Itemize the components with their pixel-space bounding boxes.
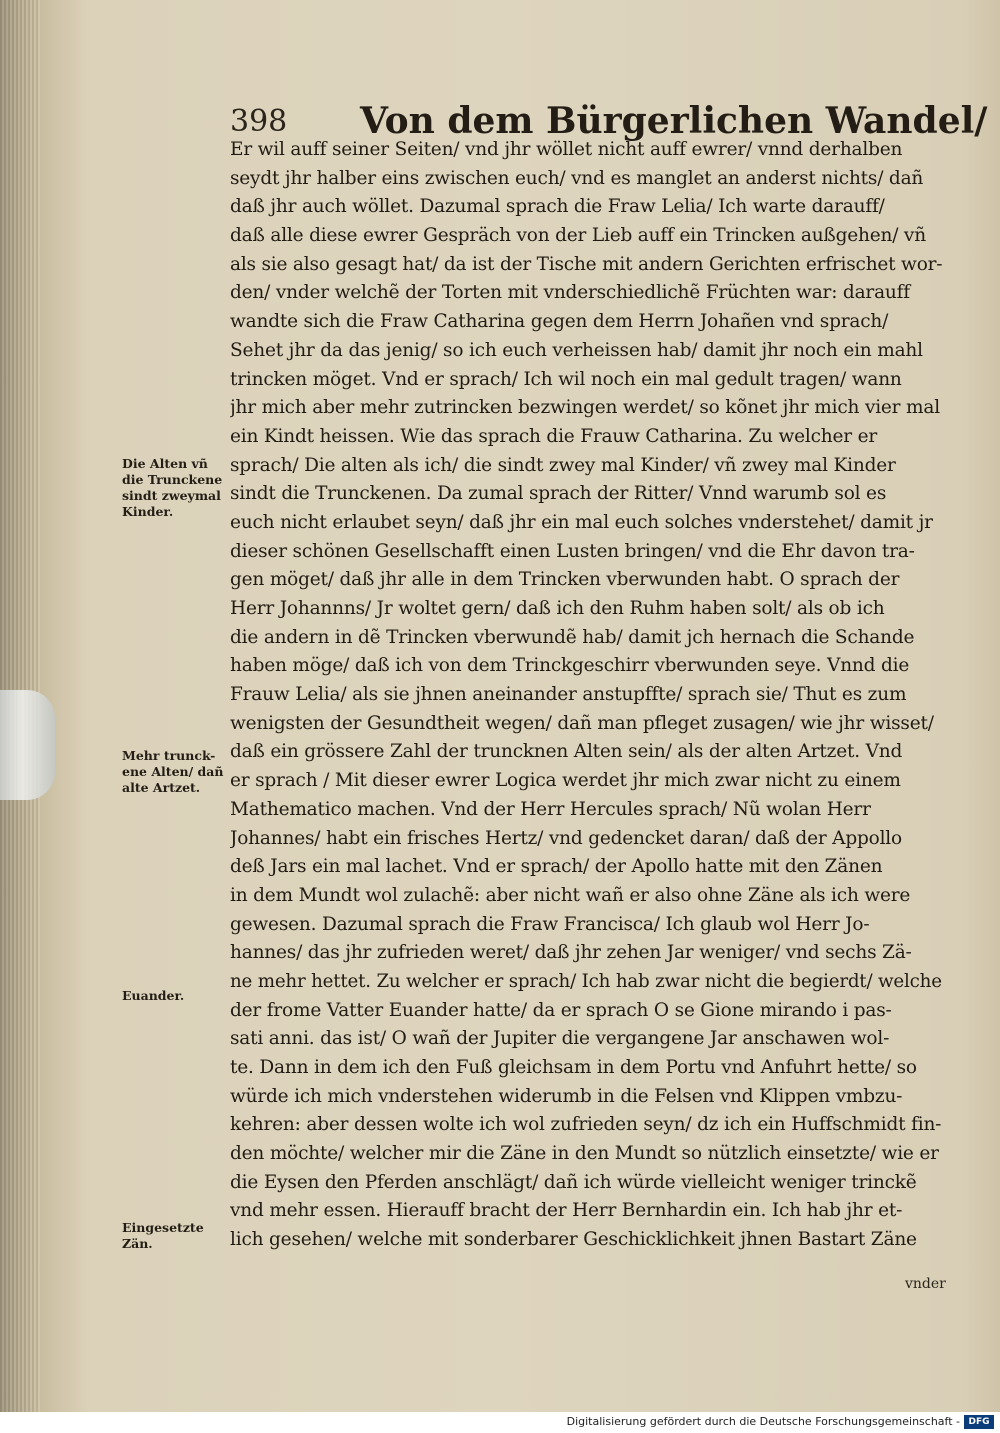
footer-bar — [0, 1412, 1000, 1433]
text-line: Frauw Lelia/ als sie jhnen aneinander anstupffte/ sprach sie/ Thut es zum — [230, 684, 907, 706]
dfg-logo: DFG — [964, 1415, 994, 1429]
marginal-note — [122, 748, 232, 796]
page-number: 398 — [230, 104, 288, 139]
text-line: te. Dann in dem ich den Fuß gleichsam in dem Portu vnd Anfuhrt hette/ so — [230, 1057, 917, 1078]
text-line: die Eysen den Pferden anschlägt/ dañ ich würde vielleicht weniger trinckẽ — [230, 1171, 917, 1193]
text-line: euch nicht erlaubet seyn/ daß jhr ein mal euch solches vnderstehet/ damit jr — [230, 511, 933, 533]
text-line: Herr Johannns/ Jr woltet gern/ daß ich den Ruhm haben solt/ als ob ich — [230, 598, 885, 619]
text-line: in dem Mundt wol zulachẽ: aber nicht wañ er also ohne Zäne als ich were — [230, 884, 911, 906]
text-line: sati anni. das ist/ O wañ der Jupiter die vergangene Jar anschawen wol- — [230, 1028, 890, 1050]
marginal-note — [122, 1220, 232, 1252]
text-line: gen möget/ daß jhr alle in dem Trincken vberwunden habt. O sprach der — [230, 569, 900, 591]
text-line: kehren: aber dessen wolte ich wol zufrieden seyn/ dz ich ein Huffschmidt fin- — [230, 1114, 942, 1136]
text-line: er sprach / Mit dieser ewrer Logica werdet jhr mich zwar nicht zu einem — [230, 770, 901, 792]
text-line: die andern in dẽ Trincken vberwundẽ hab/ damit jch hernach die Schande — [230, 626, 915, 648]
marginal-note-line: alte Artzet. — [122, 780, 201, 795]
text-line: daß alle diese ewrer Gespräch von der Lieb auff ein Trincken außgehen/ vñ — [230, 225, 926, 247]
text-line: Johannes/ habt ein frisches Hertz/ vnd gedencket daran/ daß der Appollo — [230, 827, 902, 849]
marginal-note-line: Die Alten vñ — [122, 456, 208, 471]
text-line: trincken möget. Vnd er sprach/ Ich wil noch ein mal gedult tragen/ wann — [230, 368, 902, 390]
text-line: der frome Vatter Euander hatte/ da er sprach O se Gione mirando i pas- — [230, 999, 892, 1021]
running-title: Von dem Bürgerlichen Wandel/ — [360, 100, 988, 142]
text-line: ne mehr hettet. Zu welcher er sprach/ Ich hab zwar nicht die begierdt/ welche — [230, 970, 942, 992]
text-line: sprach/ Die alten als ich/ die sindt zwey mal Kinder/ vñ zwey mal Kinder — [230, 454, 896, 476]
text-line: daß ein grössere Zahl der truncknen Alten sein/ als der alten Artzet. Vnd — [230, 741, 903, 763]
marginal-note-line: Zän. — [122, 1236, 153, 1251]
text-line: den/ vnder welchẽ der Torten mit vnderschiedlichẽ Früchten war: darauff — [230, 282, 910, 304]
text-line: vnd mehr essen. Hierauff bracht der Herr Bernhardin ein. Ich hab jhr et- — [230, 1200, 903, 1222]
text-line: deß Jars ein mal lachet. Vnd er sprach/ der Apollo hatte mit den Zänen — [230, 856, 883, 878]
text-line: den möchte/ welcher mir die Zäne in den Mundt so nützlich einsetzte/ wie er — [230, 1143, 939, 1165]
marginal-note-line: die Trunckene — [122, 472, 223, 487]
marginal-note-line: Kinder. — [122, 504, 174, 519]
text-line: gewesen. Dazumal sprach die Fraw Francisca/ Ich glaub wol Herr Jo- — [230, 913, 870, 935]
marginal-note — [122, 456, 232, 520]
text-line: ein Kindt heissen. Wie das sprach die Frauw Catharina. Zu welcher er — [230, 425, 877, 447]
marginal-note-line: sindt zweymal — [122, 488, 221, 503]
text-line: daß jhr auch wöllet. Dazumal sprach die Fraw Lelia/ Ich warte darauff/ — [230, 196, 885, 218]
catchword: vnder — [905, 1276, 946, 1292]
text-line: dieser schönen Gesellschafft einen Lusten bringen/ vnd die Ehr davon tra- — [230, 540, 915, 562]
text-line: als sie also gesagt hat/ da ist der Tische mit andern Gerichten erfrischet wor- — [230, 253, 942, 275]
text-line: wenigsten der Gesundtheit wegen/ dañ man pfleget zusagen/ wie jhr wisset/ — [230, 712, 934, 734]
marginal-note-line: ene Alten/ dañ — [122, 764, 224, 779]
text-line: Sehet jhr da das jenig/ so ich euch verheissen hab/ damit jhr noch ein mahl — [230, 339, 923, 361]
marginal-note — [122, 988, 232, 1004]
marginal-note-line: Eingesetzte — [122, 1220, 204, 1235]
body-text — [230, 136, 945, 1255]
text-line: Er wil auff seiner Seiten/ vnd jhr wöllet nicht auff ewrer/ vnnd derhalben — [230, 139, 903, 160]
footer-credit: Digitalisierung gefördert durch die Deutsche Forschungsgemeinschaft - — [566, 1415, 960, 1428]
text-line: würde ich mich vnderstehen widerumb in die Felsen vnd Klippen vmbzu- — [230, 1085, 903, 1107]
text-line: haben möge/ daß ich von dem Trinckgeschirr vberwunden seye. Vnnd die — [230, 655, 910, 677]
book-clip — [0, 690, 55, 800]
text-line: jhr mich aber mehr zutrincken bezwingen werdet/ so kõnet jhr mich vier mal — [230, 397, 940, 419]
text-line: Mathematico machen. Vnd der Herr Hercules sprach/ Nũ wolan Herr — [230, 798, 871, 820]
text-line: lich gesehen/ welche mit sonderbarer Geschicklichkeit jhnen Bastart Zäne — [230, 1229, 917, 1251]
marginal-note-line: Euander. — [122, 988, 185, 1003]
text-line: seydt jhr halber eins zwischen euch/ vnd es manglet an anderst nichts/ dañ — [230, 167, 924, 189]
text-line: sindt die Trunckenen. Da zumal sprach der Ritter/ Vnnd warumb sol es — [230, 483, 887, 505]
text-line: wandte sich die Fraw Catharina gegen dem Herrn Johañen vnd sprach/ — [230, 311, 889, 333]
marginal-note-line: Mehr trunck- — [122, 748, 216, 763]
text-line: hannes/ das jhr zufrieden weret/ daß jhr zehen Jar weniger/ vnd sechs Zä- — [230, 942, 912, 964]
